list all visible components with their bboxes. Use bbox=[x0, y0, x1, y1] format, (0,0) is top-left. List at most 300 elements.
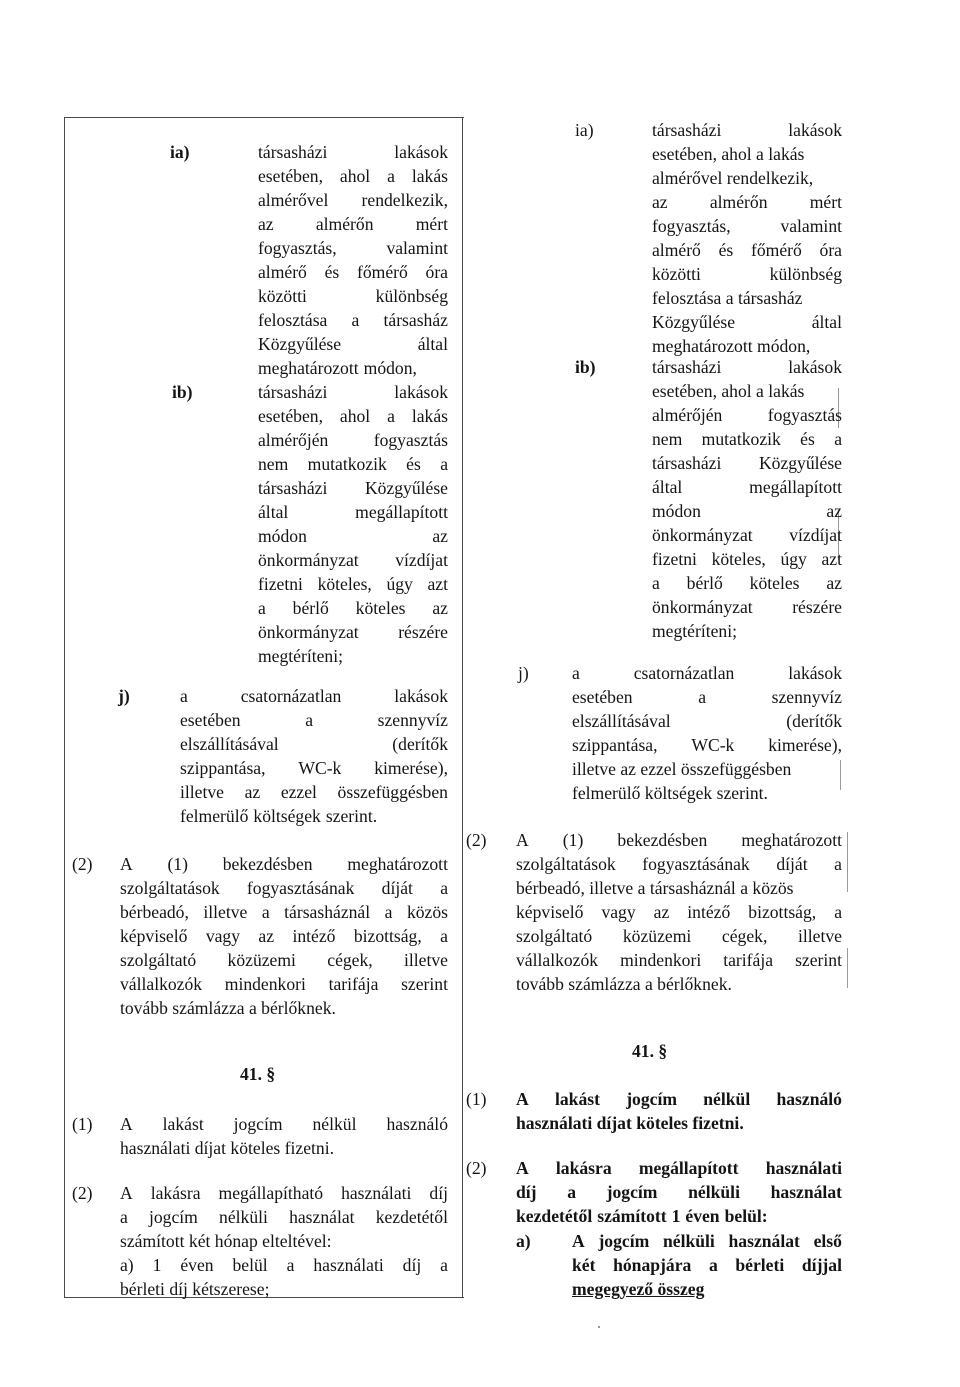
word: társasházi bbox=[258, 382, 328, 402]
word: vállalkozók bbox=[120, 974, 203, 994]
word: társasházi bbox=[258, 478, 328, 498]
word: önkormányzat bbox=[258, 622, 359, 642]
text-line bbox=[652, 310, 842, 334]
word: szolgáltató bbox=[120, 950, 197, 970]
word: bizottság, bbox=[353, 926, 422, 946]
word: A bbox=[516, 1158, 529, 1178]
word: ahol bbox=[339, 406, 371, 426]
word: a bbox=[258, 598, 266, 618]
word: a bbox=[351, 310, 360, 330]
word: esetében, bbox=[258, 166, 323, 186]
word: díj bbox=[402, 1255, 422, 1275]
text-line bbox=[258, 308, 448, 332]
text-line bbox=[258, 380, 448, 404]
word: rendelkezik, bbox=[361, 190, 448, 210]
word: a bbox=[834, 429, 842, 449]
word: első bbox=[813, 1231, 842, 1251]
text-line bbox=[180, 684, 448, 708]
text-line bbox=[258, 500, 448, 524]
text-line bbox=[516, 852, 842, 876]
word: társasház bbox=[383, 310, 448, 330]
word: fogyasztásának bbox=[642, 854, 750, 874]
word: megegyező összeg bbox=[572, 1279, 705, 1299]
text-line bbox=[652, 355, 842, 379]
word: mutatkozik bbox=[307, 454, 387, 474]
text-line bbox=[652, 262, 842, 286]
word: (derítők bbox=[392, 734, 448, 754]
text-line bbox=[258, 644, 448, 668]
text-line bbox=[572, 661, 842, 685]
word: a bbox=[261, 902, 270, 922]
text-line bbox=[258, 620, 448, 644]
word: módon bbox=[258, 526, 307, 546]
text-line bbox=[572, 781, 842, 805]
word: almérővel bbox=[258, 190, 329, 210]
word: az bbox=[826, 501, 842, 521]
word: a bbox=[440, 454, 448, 474]
word: jogcím bbox=[598, 1231, 650, 1251]
text-line bbox=[652, 427, 842, 451]
word: díját bbox=[776, 854, 808, 874]
table-left-rule bbox=[64, 117, 65, 1298]
word: az bbox=[826, 573, 842, 593]
word: a bbox=[834, 854, 842, 874]
word: közüzemi bbox=[622, 926, 692, 946]
word: használati díjat köteles fizetni. bbox=[120, 1138, 334, 1158]
word: számított két hónap elteltével: bbox=[120, 1231, 332, 1251]
text-line bbox=[258, 332, 448, 356]
word: Közgyűlése bbox=[258, 334, 342, 354]
word: használat bbox=[728, 1231, 800, 1251]
word: A bbox=[516, 830, 529, 850]
word: lakások bbox=[788, 120, 842, 140]
word: közötti bbox=[258, 286, 307, 306]
text-line bbox=[120, 972, 448, 996]
word: úgy bbox=[780, 549, 807, 569]
word: belül bbox=[232, 1255, 268, 1275]
word: díj bbox=[429, 1183, 448, 1203]
word: almérő bbox=[258, 262, 307, 282]
word: felosztása bbox=[258, 310, 328, 330]
word: a bbox=[180, 686, 188, 706]
text-line bbox=[258, 548, 448, 572]
text-line bbox=[258, 260, 448, 284]
item-marker: j) bbox=[118, 686, 130, 706]
word: tarifája bbox=[328, 974, 379, 994]
text-line bbox=[652, 571, 842, 595]
text-line bbox=[572, 685, 842, 709]
word: szerint. bbox=[325, 806, 378, 826]
word: almérőjén bbox=[258, 430, 329, 450]
section-heading: 41. § bbox=[240, 1064, 276, 1084]
column-divider bbox=[462, 117, 463, 1298]
word: Közgyűlése bbox=[758, 453, 842, 473]
table-top-rule bbox=[64, 117, 464, 118]
word: esetében, ahol a lakás bbox=[652, 381, 805, 401]
word: közüzemi bbox=[227, 950, 296, 970]
text-line bbox=[572, 757, 842, 781]
word: önkormányzat bbox=[652, 597, 753, 617]
word: elszállításával bbox=[572, 711, 671, 731]
word: nem bbox=[258, 454, 289, 474]
word: ahol bbox=[339, 166, 371, 186]
word: és bbox=[406, 454, 421, 474]
word: megállapított bbox=[355, 502, 448, 522]
word: a) bbox=[120, 1255, 134, 1275]
word: képviselő bbox=[120, 926, 188, 946]
word: nélkül bbox=[312, 1114, 357, 1134]
right-edge-rule-5 bbox=[847, 948, 848, 988]
text-line bbox=[652, 547, 842, 571]
word: Közgyűlése bbox=[364, 478, 448, 498]
item-marker: ib) bbox=[575, 357, 596, 377]
text-line bbox=[180, 804, 448, 828]
word: mutatkozik bbox=[701, 429, 781, 449]
word: szippantása, bbox=[572, 735, 658, 755]
word: közös bbox=[406, 902, 448, 922]
word: bérleti díj kétszerese; bbox=[120, 1279, 270, 1299]
text-line bbox=[120, 924, 448, 948]
text-line bbox=[572, 1277, 842, 1301]
word: tovább számlázza a bérlőknek. bbox=[516, 974, 732, 994]
word: használati bbox=[341, 1183, 412, 1203]
word: mindenkori bbox=[620, 950, 702, 970]
word: nélküli bbox=[662, 1231, 715, 1251]
word: cégek, bbox=[327, 950, 373, 970]
word: köteles, bbox=[711, 549, 766, 569]
word: mért bbox=[415, 214, 448, 234]
text-line bbox=[516, 1204, 842, 1228]
word: a bbox=[698, 687, 707, 707]
item-marker: j) bbox=[518, 663, 529, 683]
word: a bbox=[652, 573, 660, 593]
word: esetében bbox=[572, 687, 633, 707]
word: (derítők bbox=[786, 711, 842, 731]
text-line bbox=[258, 428, 448, 452]
word: valamint bbox=[780, 216, 842, 236]
word: bérbeadó, bbox=[120, 902, 189, 922]
word: úgy bbox=[386, 574, 413, 594]
text-line bbox=[652, 166, 842, 190]
word: az bbox=[432, 526, 448, 546]
word: által bbox=[417, 334, 448, 354]
word: illetve bbox=[203, 902, 248, 922]
word: vízdíjat bbox=[395, 550, 448, 570]
right-edge-rule-4 bbox=[847, 832, 848, 892]
text-line bbox=[652, 499, 842, 523]
word: bekezdésben bbox=[222, 854, 313, 874]
word: meghatározott bbox=[741, 830, 842, 850]
word: vállalkozók bbox=[516, 950, 599, 970]
word: WC-k bbox=[298, 758, 342, 778]
word: által bbox=[258, 502, 289, 522]
word: kezdetétől bbox=[375, 1207, 448, 1227]
word: kezdetétől bbox=[516, 1206, 593, 1226]
word: jogcím bbox=[148, 1207, 198, 1227]
text-line bbox=[120, 876, 448, 900]
item-marker: (1) bbox=[466, 1089, 487, 1109]
word: A bbox=[516, 1089, 529, 1109]
word: díjjal bbox=[801, 1255, 842, 1275]
text-line bbox=[258, 404, 448, 428]
word: szippantása, bbox=[180, 758, 266, 778]
word: elszállításával bbox=[180, 734, 279, 754]
text-line bbox=[258, 572, 448, 596]
word: esetében, bbox=[258, 406, 323, 426]
word: használó bbox=[776, 1089, 842, 1109]
item-marker: (2) bbox=[72, 1183, 93, 1203]
word: társasházi bbox=[258, 142, 328, 162]
text-line bbox=[572, 733, 842, 757]
word: köteles bbox=[749, 573, 800, 593]
word: jogcím bbox=[233, 1114, 283, 1134]
word: a bbox=[708, 1255, 718, 1275]
word: felmerülő költségek szerint. bbox=[572, 783, 768, 803]
word: bérlő bbox=[686, 573, 723, 593]
text-line bbox=[258, 476, 448, 500]
word: mért bbox=[809, 192, 842, 212]
word: vagy bbox=[205, 926, 241, 946]
word: díját bbox=[381, 878, 413, 898]
word: szennyvíz bbox=[771, 687, 842, 707]
word: azt bbox=[427, 574, 448, 594]
word: használat bbox=[770, 1182, 842, 1202]
text-line bbox=[258, 188, 448, 212]
word: esetében bbox=[180, 710, 241, 730]
text-line bbox=[120, 1253, 448, 1277]
word: szerint bbox=[401, 974, 448, 994]
text-line bbox=[120, 948, 448, 972]
text-line bbox=[120, 852, 448, 876]
text-line bbox=[180, 708, 448, 732]
word: lakást bbox=[162, 1114, 204, 1134]
word: lakások bbox=[788, 663, 842, 683]
word: és bbox=[324, 262, 340, 282]
word: az bbox=[652, 192, 668, 212]
word: megtéríteni; bbox=[258, 646, 344, 666]
word: használat bbox=[289, 1207, 355, 1227]
word: bérlő bbox=[292, 598, 329, 618]
text-line bbox=[516, 972, 842, 996]
word: illetve bbox=[798, 926, 842, 946]
text-line bbox=[258, 140, 448, 164]
word: csatornázatlan bbox=[240, 686, 342, 706]
item-marker: ia) bbox=[575, 120, 594, 140]
word: fogyasztás, bbox=[652, 216, 731, 236]
item-marker: (2) bbox=[466, 830, 487, 850]
word: a bbox=[440, 878, 448, 898]
text-line bbox=[180, 780, 448, 804]
word: lakások bbox=[394, 382, 448, 402]
word: almérőn bbox=[315, 214, 374, 234]
word: a bbox=[387, 406, 395, 426]
word: A bbox=[120, 854, 133, 874]
word: bérbeadó, illetve a társasháznál a közös bbox=[516, 878, 794, 898]
word: bérleti bbox=[735, 1255, 785, 1275]
word: illetve bbox=[404, 950, 448, 970]
word: almérővel rendelkezik, bbox=[652, 168, 814, 188]
word: fizetni bbox=[258, 574, 303, 594]
word: belül: bbox=[724, 1206, 768, 1226]
word: meghatározott bbox=[258, 358, 359, 378]
word: esetében, ahol a lakás bbox=[652, 144, 805, 164]
word: a bbox=[834, 902, 842, 922]
word: fogyasztásának bbox=[246, 878, 355, 898]
word: összefüggésben bbox=[337, 782, 448, 802]
word: almérőn bbox=[709, 192, 768, 212]
word: és bbox=[800, 429, 815, 449]
text-line bbox=[652, 451, 842, 475]
text-line bbox=[516, 924, 842, 948]
word: hónapjára bbox=[613, 1255, 692, 1275]
item-marker: (2) bbox=[466, 1158, 487, 1178]
word: számított bbox=[597, 1206, 667, 1226]
word: lakás bbox=[411, 166, 448, 186]
word: A bbox=[572, 1231, 585, 1251]
word: éven bbox=[180, 1255, 214, 1275]
text-line bbox=[258, 164, 448, 188]
word: a bbox=[572, 663, 580, 683]
word: által bbox=[811, 312, 842, 332]
word: az bbox=[244, 782, 261, 802]
word: a bbox=[384, 902, 393, 922]
text-line bbox=[652, 190, 842, 214]
text-line bbox=[258, 284, 448, 308]
text-line bbox=[516, 1180, 842, 1204]
word: megállapított bbox=[638, 1158, 739, 1178]
text-line bbox=[572, 1229, 842, 1253]
word: önkormányzat bbox=[652, 525, 753, 545]
item-marker: (2) bbox=[72, 854, 93, 874]
word: a bbox=[305, 710, 314, 730]
word: használati díjat köteles fizetni. bbox=[516, 1113, 744, 1133]
word: fogyasztás bbox=[373, 430, 448, 450]
word: lakásra bbox=[150, 1183, 201, 1203]
word: részére bbox=[398, 622, 448, 642]
text-line bbox=[180, 732, 448, 756]
word: fogyasztás, bbox=[258, 238, 337, 258]
word: szerint bbox=[795, 950, 842, 970]
text-line bbox=[120, 1112, 448, 1136]
word: kimerése), bbox=[374, 758, 448, 778]
word: önkormányzat bbox=[258, 550, 359, 570]
word: (1) bbox=[167, 854, 188, 874]
word: tovább számlázza a bérlőknek. bbox=[120, 998, 336, 1018]
text-line bbox=[258, 356, 448, 380]
word: megtéríteni; bbox=[652, 621, 738, 641]
word: különbség bbox=[375, 286, 448, 306]
text-line bbox=[652, 118, 842, 142]
word: két bbox=[572, 1255, 596, 1275]
word: azt bbox=[821, 549, 842, 569]
text-line bbox=[652, 403, 842, 427]
word: fizetni bbox=[652, 549, 697, 569]
word: lakások bbox=[394, 142, 448, 162]
word: almérő bbox=[652, 240, 701, 260]
text-line bbox=[120, 1136, 448, 1160]
word: által bbox=[652, 477, 683, 497]
word: illetve az ezzel összefüggésben bbox=[572, 759, 792, 779]
word: megállapított bbox=[749, 477, 842, 497]
section-heading: 41. § bbox=[632, 1041, 668, 1061]
text-line bbox=[120, 1181, 448, 1205]
word: részére bbox=[792, 597, 842, 617]
word: jogcím bbox=[626, 1089, 678, 1109]
word: szolgáltatások bbox=[120, 878, 220, 898]
text-line bbox=[120, 900, 448, 924]
word: a bbox=[286, 1255, 295, 1275]
word: bizottság, bbox=[748, 902, 817, 922]
word: lakások bbox=[394, 686, 448, 706]
word: nélkül bbox=[703, 1089, 751, 1109]
word: vízdíjat bbox=[789, 525, 842, 545]
word: főmérő bbox=[750, 240, 802, 260]
word: jogcím bbox=[606, 1182, 658, 1202]
word: almérőjén bbox=[652, 405, 723, 425]
word: lakás bbox=[411, 406, 448, 426]
word: WC-k bbox=[691, 735, 735, 755]
word: a bbox=[440, 1255, 448, 1275]
word: az bbox=[432, 598, 448, 618]
text-line bbox=[516, 1156, 842, 1180]
text-line bbox=[652, 214, 842, 238]
text-line bbox=[652, 595, 842, 619]
word: társasházi bbox=[652, 120, 722, 140]
text-line bbox=[180, 756, 448, 780]
word: a bbox=[567, 1182, 576, 1202]
word: szolgáltatások bbox=[516, 854, 616, 874]
item-marker: (1) bbox=[72, 1114, 93, 1134]
word: A bbox=[120, 1183, 133, 1203]
text-line bbox=[516, 1087, 842, 1111]
word: közötti bbox=[652, 264, 701, 284]
word: használati bbox=[765, 1158, 842, 1178]
text-line bbox=[120, 1277, 448, 1301]
word: valamint bbox=[386, 238, 448, 258]
word: a bbox=[387, 166, 395, 186]
word: meghatározott módon, bbox=[652, 336, 811, 356]
word: óra bbox=[819, 240, 842, 260]
word: társasházi bbox=[652, 357, 722, 377]
word: cégek, bbox=[721, 926, 768, 946]
item-marker: ia) bbox=[170, 142, 190, 162]
text-line bbox=[516, 948, 842, 972]
word: módon, bbox=[363, 358, 417, 378]
word: éven bbox=[685, 1206, 720, 1226]
word: módon bbox=[652, 501, 701, 521]
word: megállapítható bbox=[218, 1183, 324, 1203]
word: Közgyűlése bbox=[652, 312, 736, 332]
word: és bbox=[718, 240, 734, 260]
word: nélküli bbox=[688, 1182, 740, 1202]
word: képviselő bbox=[516, 902, 584, 922]
word: 1 bbox=[152, 1255, 162, 1275]
word: felmerülő bbox=[180, 806, 249, 826]
text-line bbox=[258, 524, 448, 548]
word: a bbox=[440, 926, 448, 946]
word: (1) bbox=[562, 830, 584, 850]
word: tarifája bbox=[723, 950, 774, 970]
word: lakások bbox=[788, 357, 842, 377]
text-line bbox=[572, 1253, 842, 1277]
word: vagy bbox=[601, 902, 636, 922]
text-line bbox=[516, 1111, 842, 1135]
word: felosztása a társasház bbox=[652, 288, 803, 308]
text-line bbox=[652, 619, 842, 643]
word: köteles, bbox=[317, 574, 372, 594]
word: díj bbox=[516, 1182, 537, 1202]
text-line bbox=[258, 212, 448, 236]
